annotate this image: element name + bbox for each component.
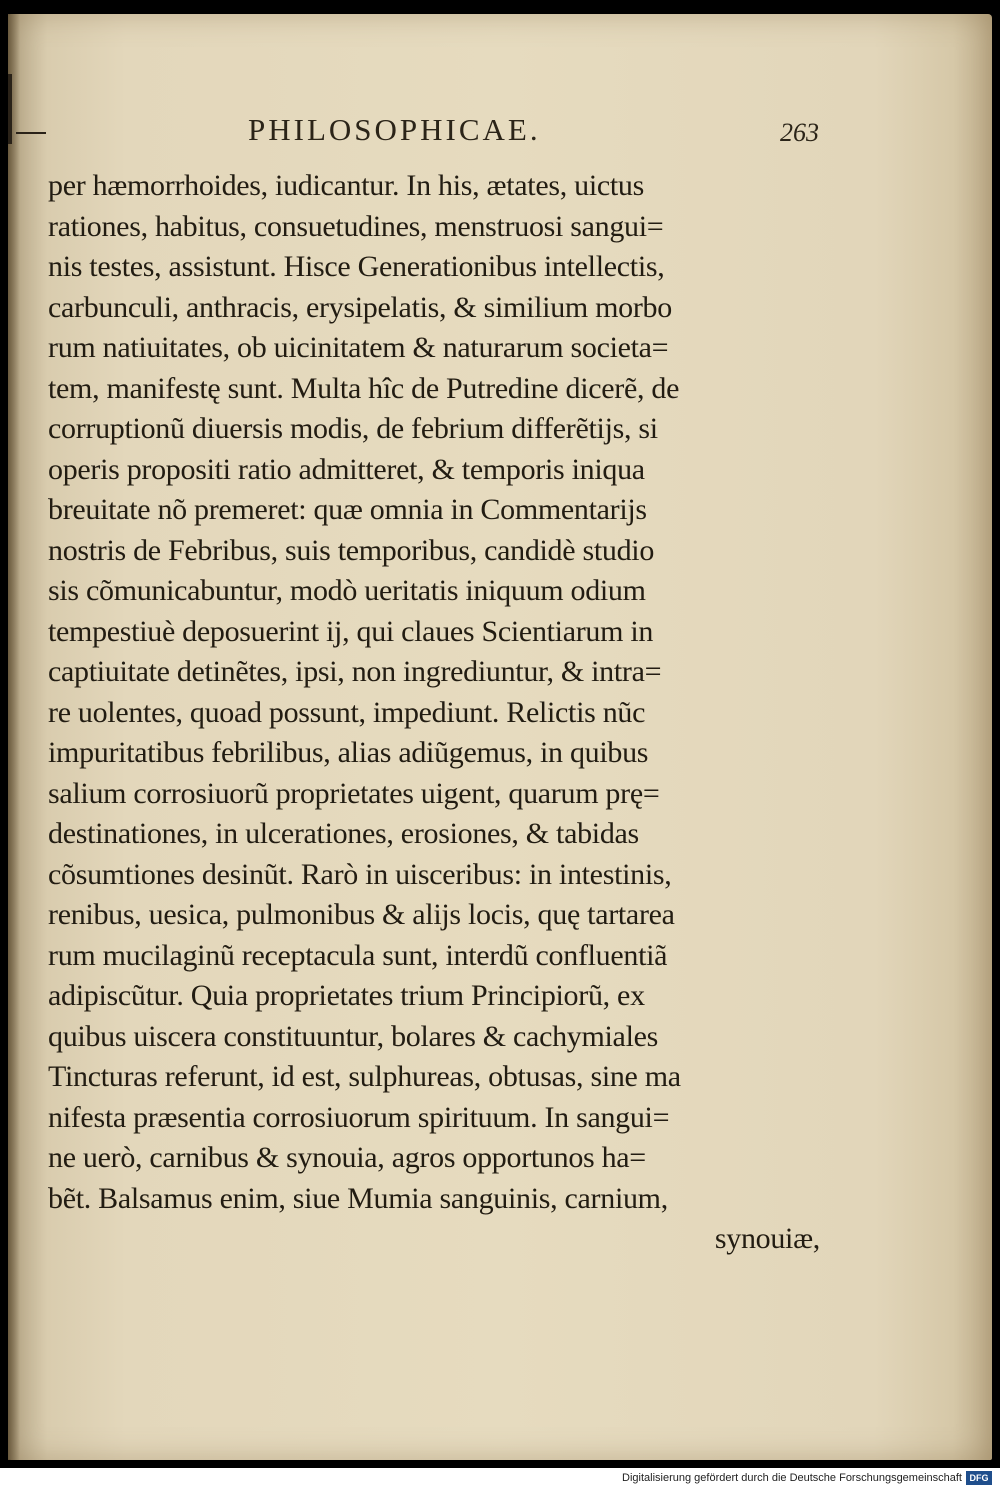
text-line: ne uerò, carnibus & synouia, agros opportunos ha=: [48, 1141, 646, 1174]
text-line: rum natiuitates, ob uicinitatem & naturarum societa=: [48, 331, 669, 364]
text-line: rationes, habitus, consuetudines, menstruosi sangui=: [48, 209, 664, 243]
page-gutter-shadow: [8, 14, 20, 1460]
text-line: breuitate nõ premeret: quæ omnia in Commentarijs: [48, 493, 647, 526]
footer-bar: [0, 1468, 1000, 1490]
funding-credit: Digitalisierung gefördert durch die Deutsche Forschungsgemeinschaft: [622, 1472, 962, 1484]
page-number: 263: [780, 118, 819, 147]
text-line: operis propositi ratio admitteret, & temporis iniqua: [48, 452, 645, 486]
dfg-logo: DFG: [966, 1471, 992, 1485]
text-line: adipiscũtur. Quia proprietates trium Principiorũ, ex: [48, 979, 645, 1012]
running-head: PHILOSOPHICAE.: [248, 112, 541, 147]
text-line: sis cõmunicabuntur, modò ueritatis iniquum odium: [48, 574, 646, 607]
margin-mark: [8, 74, 12, 144]
text-line: rum mucilaginũ receptacula sunt, interdũ confluentiã: [48, 938, 668, 972]
text-line: nostris de Febribus, suis temporibus, candidè studio: [48, 533, 655, 567]
text-line: corruptionũ diuersis modis, de febrium differẽtijs, si: [48, 412, 658, 445]
text-line: captiuitate detinẽtes, ipsi, non ingrediuntur, & intra=: [48, 655, 662, 688]
text-line: impuritatibus febrilibus, alias adiũgemus, in quibus: [48, 736, 649, 769]
text-line: per hæmorrhoides, iudicantur. In his, ætates, uictus: [48, 169, 644, 202]
text-line: nis testes, assistunt. Hisce Generationibus intellectis,: [48, 250, 665, 283]
text-line: quibus uiscera constituuntur, bolares & cachymiales: [48, 1019, 658, 1053]
margin-mark: [16, 132, 46, 134]
text-line: Tincturas referunt, id est, sulphureas, obtusas, sine ma: [48, 1060, 681, 1093]
text-line: tempestiuè deposuerint ij, qui claues Scientiarum in: [48, 614, 654, 648]
text-line: carbunculi, anthracis, erysipelatis, & similium morbo: [48, 290, 672, 324]
text-line: destinationes, in ulcerationes, erosiones, & tabidas: [48, 817, 639, 850]
text-line: nifesta præsentia corrosiuorum spirituum. In sangui=: [48, 1100, 670, 1134]
text-line: cõsumtiones desinũt. Rarò in uisceribus: in intestinis,: [48, 857, 672, 891]
book-page: [8, 14, 992, 1460]
text-line: re uolentes, quoad possunt, impediunt. Relictis nũc: [48, 695, 646, 729]
text-line: bẽt. Balsamus enim, siue Mumia sanguinis, carnium,: [48, 1181, 668, 1215]
body-text: [48, 166, 828, 1260]
text-line: salium corrosiuorũ proprietates uigent, quarum prę=: [48, 776, 660, 810]
text-line: synouiæ,: [714, 1222, 820, 1255]
text-line: tem, manifestę sunt. Multa hîc de Putredine dicerẽ, de: [48, 371, 680, 405]
text-line: renibus, uesica, pulmonibus & alijs locis, quę tartarea: [48, 898, 675, 931]
